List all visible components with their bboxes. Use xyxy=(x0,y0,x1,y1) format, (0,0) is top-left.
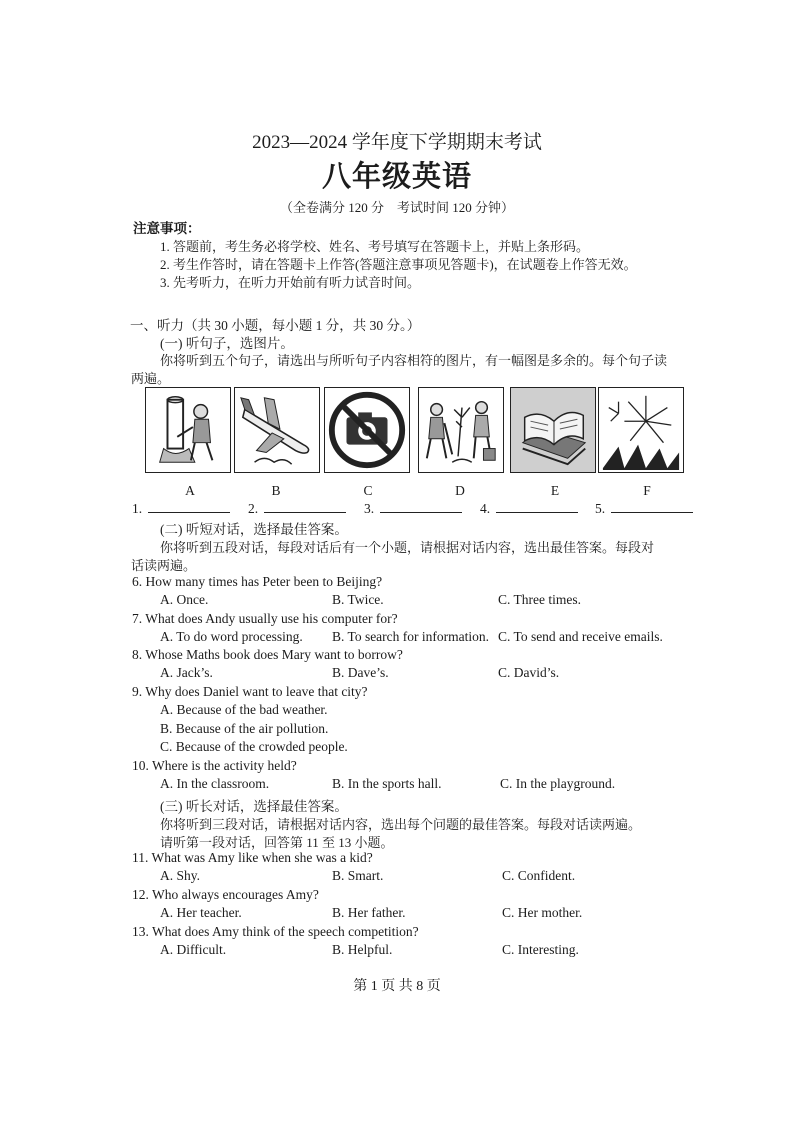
option-a[interactable]: A. Jack’s. xyxy=(160,665,213,680)
question-11: 11. What was Amy like when she was a kid? xyxy=(132,850,373,865)
page-number: 第 1 页 共 8 页 xyxy=(353,979,441,994)
picture-label: C xyxy=(363,483,373,498)
option-b[interactable]: B. Twice. xyxy=(332,592,384,607)
notice-item: 2. 考生作答时，请在答题卡上作答(答题注意事项见答题卡)，在试题卷上作答无效。 xyxy=(160,257,637,272)
answer-blank[interactable] xyxy=(364,500,462,517)
option-c[interactable]: C. David’s. xyxy=(498,665,560,680)
option-b[interactable]: B. Her father. xyxy=(332,905,406,920)
picture-label: B xyxy=(271,483,281,498)
part3-instruction: 你将听到三段对话，请根据对话内容，选出每个问题的最佳答案。每段对话读两遍。 xyxy=(160,817,642,832)
part2-heading: (二) 听短对话，选择最佳答案。 xyxy=(160,522,348,537)
option-c[interactable]: C. Three times. xyxy=(498,592,581,607)
question-9: 9. Why does Daniel want to leave that city? xyxy=(132,684,368,699)
blank-number: 5. xyxy=(595,501,606,516)
option-a[interactable]: A. Once. xyxy=(160,592,209,607)
books-icon xyxy=(510,387,596,473)
option-a[interactable]: A. Because of the bad weather. xyxy=(160,702,328,717)
no-camera-icon xyxy=(324,387,410,473)
exam-title-year: 2023—2024 学年度下学期期末考试 xyxy=(252,132,542,153)
option-b[interactable]: B. To search for information. xyxy=(332,629,490,644)
blank-number: 2. xyxy=(248,501,259,516)
part3-instruction-cont: 请听第一段对话，回答第 11 至 13 小题。 xyxy=(160,835,394,850)
tree-chopping-icon xyxy=(145,387,231,473)
part1-heading: (一) 听句子，选图片。 xyxy=(160,336,294,351)
option-a[interactable]: A. Difficult. xyxy=(160,942,227,957)
part3-heading: (三) 听长对话，选择最佳答案。 xyxy=(160,799,348,814)
option-b[interactable]: B. Because of the air pollution. xyxy=(160,721,329,736)
answer-blank[interactable] xyxy=(480,500,578,517)
answer-blank[interactable] xyxy=(595,500,693,517)
answer-blank[interactable] xyxy=(248,500,346,517)
option-c[interactable]: C. Because of the crowded people. xyxy=(160,739,348,754)
option-c[interactable]: C. Confident. xyxy=(502,868,576,883)
notice-item: 3. 先考听力，在听力开始前有听力试音时间。 xyxy=(160,275,421,290)
picture-label: D xyxy=(455,483,465,498)
picture-label: F xyxy=(643,483,651,498)
question-6: 6. How many times has Peter been to Beijing? xyxy=(132,574,383,589)
exam-title-subject: 八年级英语 xyxy=(321,161,472,193)
question-8: 8. Whose Maths book does Mary want to borrow? xyxy=(132,647,403,662)
answer-blank[interactable] xyxy=(132,500,230,517)
question-12: 12. Who always encourages Amy? xyxy=(132,887,319,902)
part1-instruction: 你将听到五个句子，请选出与所听句子内容相符的图片，有一幅图是多余的。每个句子读 xyxy=(160,353,668,368)
option-c[interactable]: C. To send and receive emails. xyxy=(498,629,663,644)
option-a[interactable]: A. To do word processing. xyxy=(160,629,303,644)
option-c[interactable]: C. In the playground. xyxy=(500,776,616,791)
question-7: 7. What does Andy usually use his computer for? xyxy=(132,611,398,626)
question-13: 13. What does Amy think of the speech competition? xyxy=(132,924,419,939)
option-a[interactable]: A. Shy. xyxy=(160,868,201,883)
blank-number: 4. xyxy=(480,501,491,516)
option-c[interactable]: C. Interesting. xyxy=(502,942,579,957)
blank-number: 1. xyxy=(132,501,143,516)
option-b[interactable]: B. In the sports hall. xyxy=(332,776,442,791)
fireworks-icon xyxy=(598,387,684,473)
question-10: 10. Where is the activity held? xyxy=(132,758,297,773)
notice-item: 1. 答题前，考生务必将学校、姓名、考号填写在答题卡上，并贴上条形码。 xyxy=(160,239,590,254)
planting-trees-icon xyxy=(418,387,504,473)
picture-label: A xyxy=(185,483,195,498)
option-b[interactable]: B. Helpful. xyxy=(332,942,393,957)
option-a[interactable]: A. Her teacher. xyxy=(160,905,242,920)
part2-instruction: 你将听到五段对话，每段对话后有一个小题，请根据对话内容，选出最佳答案。每段对 xyxy=(160,540,655,555)
option-b[interactable]: B. Dave’s. xyxy=(332,665,389,680)
notice-heading: 注意事项： xyxy=(133,221,201,236)
blank-number: 3. xyxy=(364,501,375,516)
exam-subtitle: （全卷满分 120 分 考试时间 120 分钟） xyxy=(279,200,514,215)
part2-instruction-cont: 话读两遍。 xyxy=(131,558,197,573)
part1-instruction-cont: 两遍。 xyxy=(131,371,171,386)
picture-label: E xyxy=(550,483,560,498)
option-c[interactable]: C. Her mother. xyxy=(502,905,583,920)
section1-heading: 一、听力（共 30 小题，每小题 1 分，共 30 分。） xyxy=(130,318,421,333)
option-b[interactable]: B. Smart. xyxy=(332,868,384,883)
airplane-icon xyxy=(234,387,320,473)
option-a[interactable]: A. In the classroom. xyxy=(160,776,270,791)
